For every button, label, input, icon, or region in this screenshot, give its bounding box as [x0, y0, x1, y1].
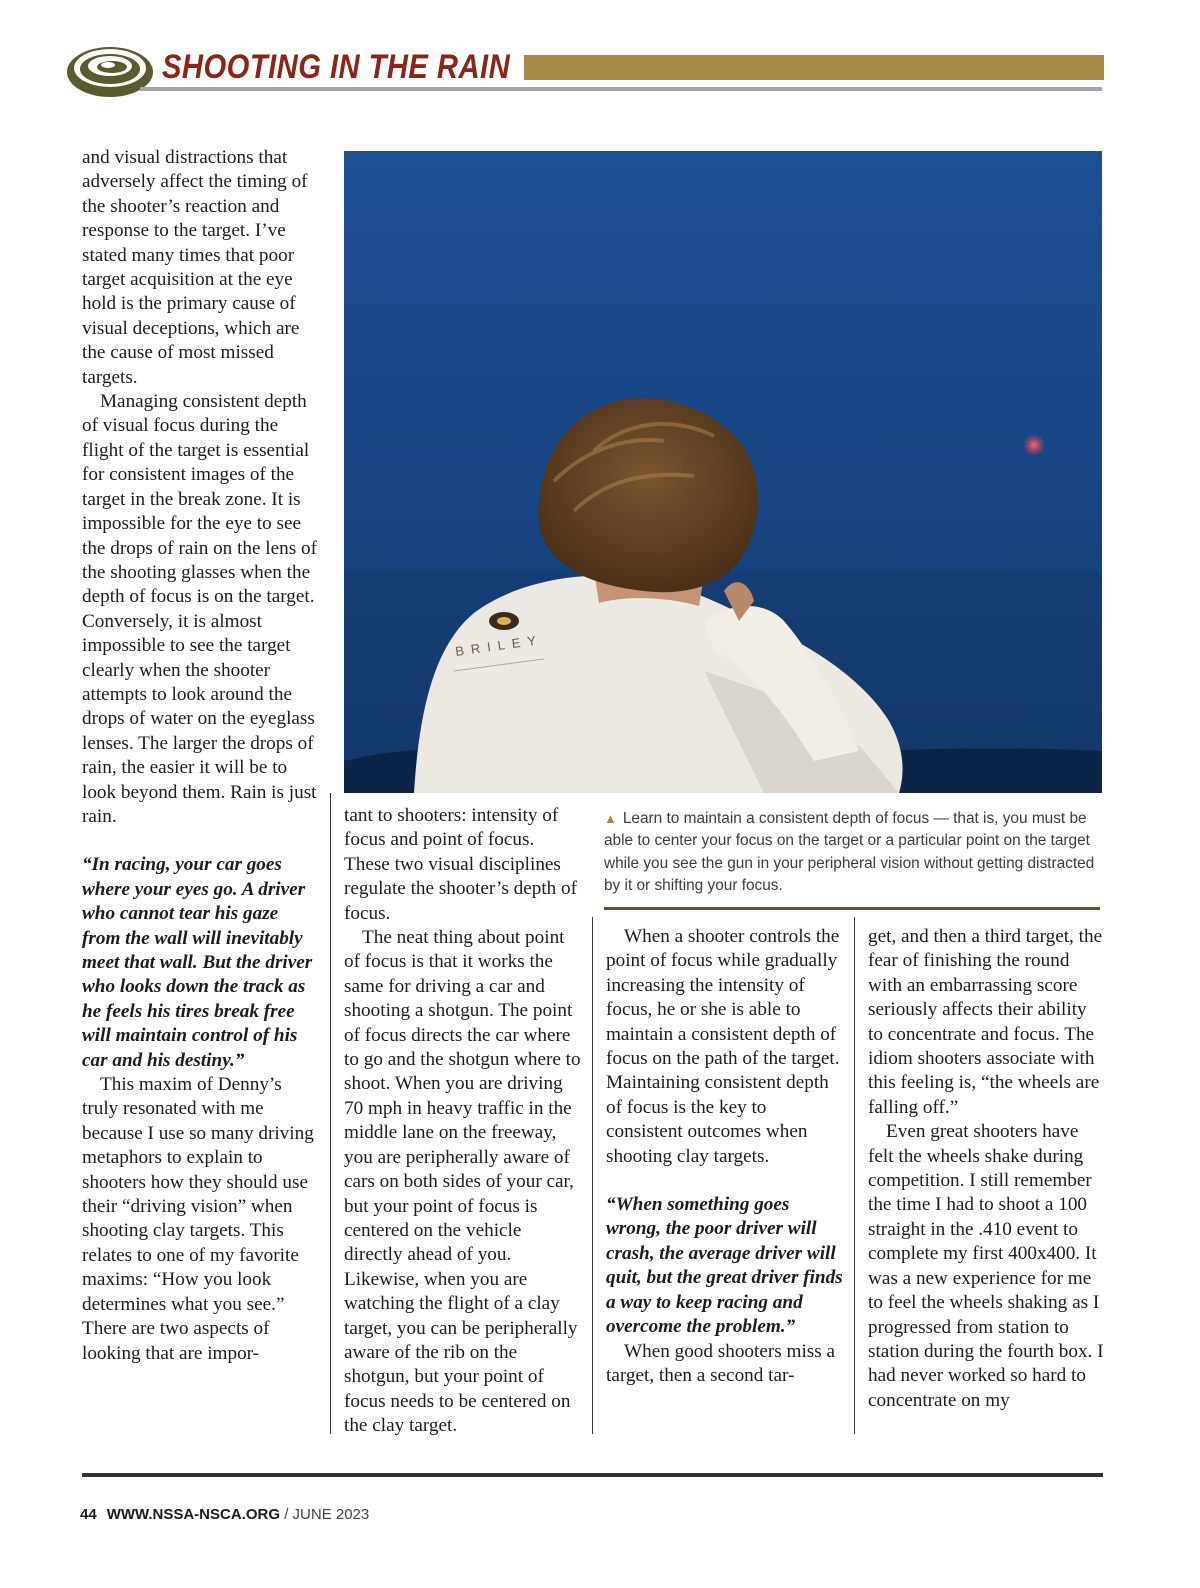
- page-number: 44: [80, 1506, 97, 1523]
- issue-date: JUNE 2023: [292, 1506, 370, 1523]
- paragraph: and visual distractions that adversely affect the timing of the shooter’s reaction and response to the target. I’ve stated many times that poor target acquisition at the eye hold is the primary cause of visual deceptions, which are the cause of most missed targets.: [82, 147, 308, 388]
- photo-caption: [604, 808, 1102, 897]
- pull-quote: “When something goes wrong, the poor driver will crash, the average driver will quit, but the great driver finds a way to keep racing and overcome the problem.”: [606, 1194, 843, 1338]
- paragraph: get, and then a third target, the fear of finishing the round with an embarrassing score seriously affects their ability to concentrate and focus. The idiom shooters associate with this feeling is, “the wheels are falling off.”: [868, 926, 1103, 1118]
- caption-text: Learn to maintain a consistent depth of focus — that is, you must be able to center your focus on the target or a particular point on the target while you see the gun in your peripheral vision without getting distracted by it or shifting your focus.: [604, 810, 1095, 894]
- paragraph: This maxim of Denny’s truly resonated with me because I use so many driving metaphors to explain to shooters how they should use their “driving vision” when shooting clay targets. This relates to one of my favorite maxims: “How you look determines what you see.” There are two aspects of looking that are impor-: [82, 1074, 314, 1364]
- website-link[interactable]: WWW.NSSA-NSCA.ORG: [106, 1506, 281, 1523]
- column-divider: [330, 793, 331, 1434]
- column-divider: [592, 917, 593, 1434]
- title-bar: [524, 55, 1104, 80]
- column-divider: [854, 917, 855, 1434]
- page-footer: [80, 1506, 369, 1523]
- paragraph: tant to shooters: intensity of focus and point of focus. These two visual disciplines regulate the shooter’s depth of focus.: [344, 805, 578, 924]
- pull-quote: “In racing, your car goes where your eyes go. A driver who cannot tear his gaze from the wall will inevitably meet that wall. But the driver who looks down the track as he feels his tires break free will maintain control of his car and his destiny.”: [82, 854, 313, 1071]
- paragraph: When good shooters miss a target, then a second tar-: [606, 1340, 836, 1386]
- article-column-1: [82, 146, 318, 1366]
- paragraph: Managing consistent depth of visual focus during the flight of the target is essential for consistent images of the target in the break zone. It is impossible for the eye to see the drops of rain on the lens of the shooting glasses when the depth of focus is on the target. Conversely, it is almost impossible to see the target clearly when the shooter attempts to look around the drops of water on the eyeglass lenses. The larger the drops of rain, the easier it will be to look beyond them. Rain is just rain.: [82, 391, 317, 827]
- clay-target: [1024, 435, 1044, 455]
- paragraph: When a shooter controls the point of focus while gradually increasing the intensity of focus, he or she is able to maintain a consistent depth of focus on the path of the target. Maintaining consistent depth of focus is the key to consistent outcomes when shooting clay targets.: [606, 926, 840, 1167]
- article-column-3: [606, 925, 844, 1388]
- footer-rule: [82, 1473, 1103, 1477]
- shooter-photo: [344, 151, 1102, 793]
- article-column-2: [344, 804, 582, 1439]
- section-title: SHOOTING IN THE RAIN: [162, 48, 511, 86]
- header-rule: [140, 87, 1102, 91]
- clay-target-logo-icon: [64, 38, 156, 102]
- triangle-marker-icon: ▲: [604, 811, 617, 826]
- paragraph: Even great shooters have felt the wheels shake during competition. I still remember the time I had to shoot a 100 straight in the .410 event to complete my first 400x400. It was a new experience for me to feel the wheels shaking as I progressed from station to station during the fourth box. I had never worked so hard to concentrate on my: [868, 1121, 1104, 1411]
- shirt-logo-text: BRILEY: [454, 631, 544, 659]
- caption-rule: [604, 907, 1100, 910]
- paragraph: The neat thing about point of focus is that it works the same for driving a car and shooting a shotgun. The point of focus directs the car where to go and the shotgun where to shoot. When you are driving 70 mph in heavy traffic in the middle lane on the freeway, you are peripherally aware of cars on both sides of your car, but your point of focus is centered on the vehicle directly ahead of you. Likewise, when you are watching the flight of a clay target, you can be peripherally aware of the rib on the shotgun, but your point of focus needs to be centered on the clay target.: [344, 927, 581, 1437]
- article-column-4: [868, 925, 1104, 1413]
- footer-separator: /: [284, 1506, 289, 1523]
